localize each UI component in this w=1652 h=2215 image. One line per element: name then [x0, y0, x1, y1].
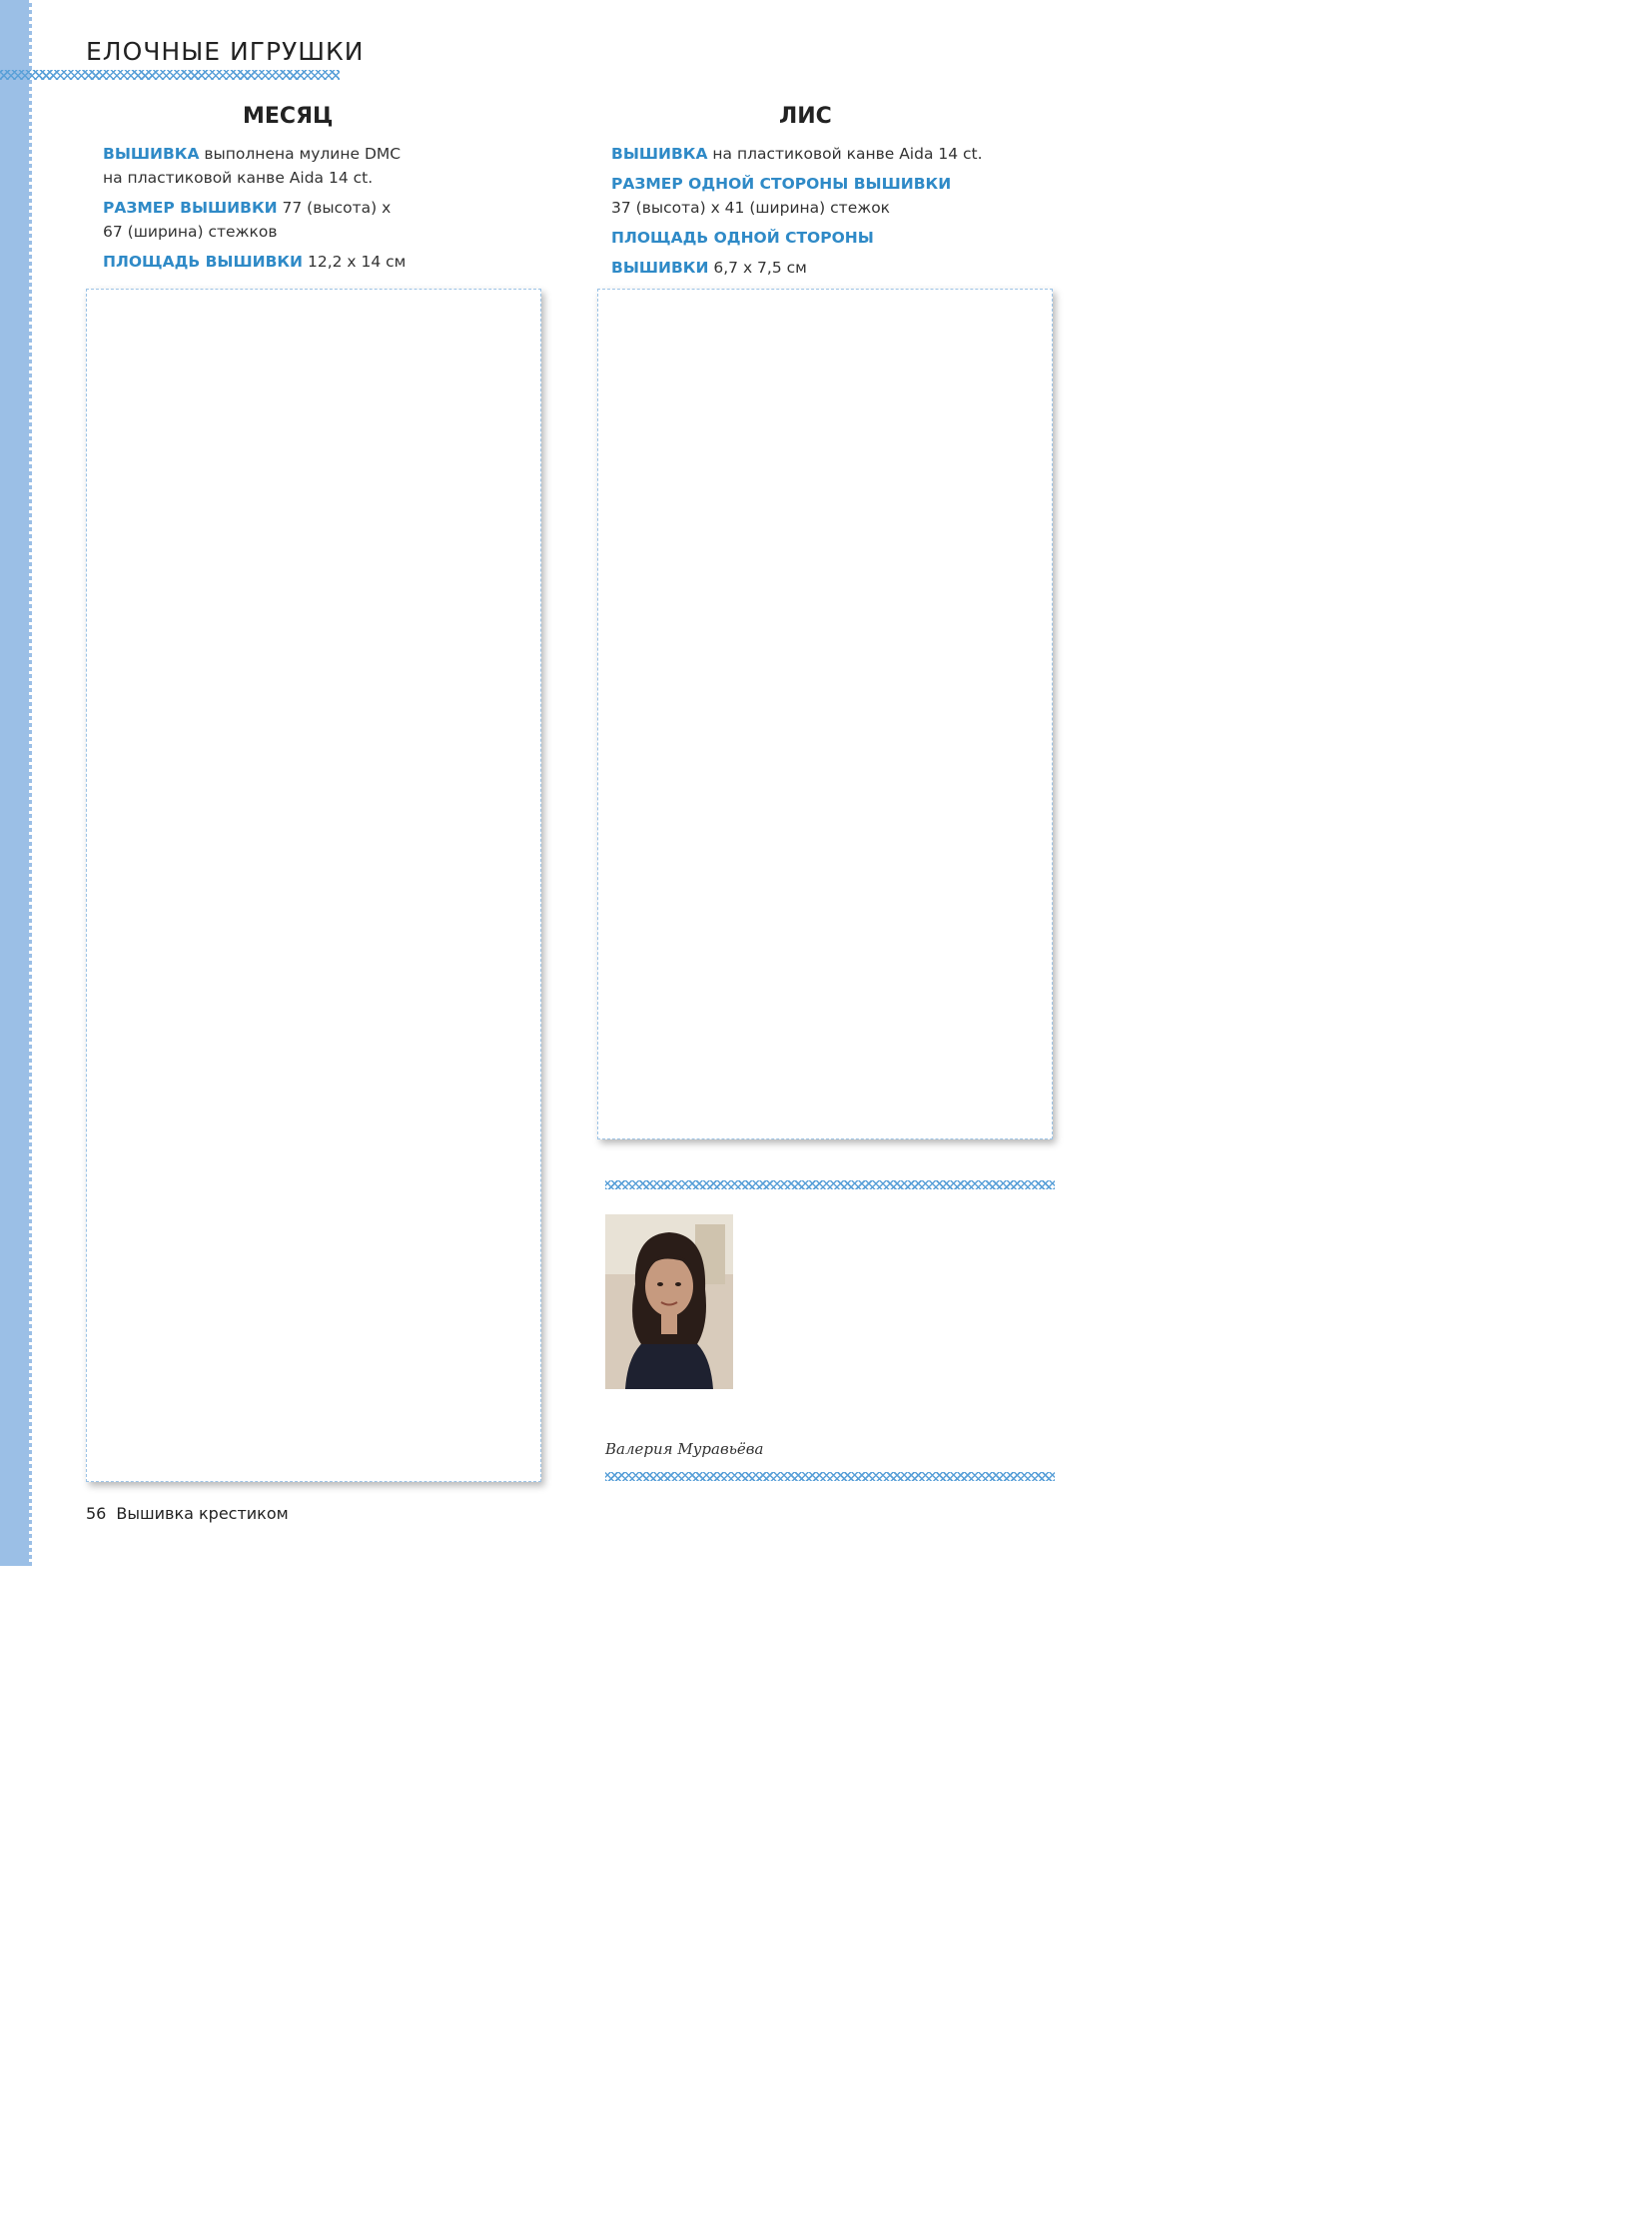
info-item	[611, 172, 1051, 220]
author-photo	[605, 1214, 733, 1389]
info-value: 37 (высота) x 41 (ширина) стежок	[611, 199, 891, 217]
info-label: ВЫШИВКИ	[611, 259, 709, 277]
left-title: МЕСЯЦ	[243, 104, 334, 129]
magazine-name: Вышивка крестиком	[116, 1504, 289, 1523]
info-value: выполнена мулине DMC	[199, 145, 402, 163]
right-key-card	[597, 289, 1053, 1139]
left-edge-strip	[0, 0, 32, 1566]
info-item	[611, 226, 1051, 250]
info-label: ВЫШИВКА	[611, 145, 708, 163]
info-value: 67 (ширина) стежков	[103, 223, 278, 241]
info-value: 6,7 x 7,5 см	[708, 259, 807, 277]
quote-top-border	[605, 1180, 1055, 1189]
quote-bottom-border	[605, 1472, 1055, 1481]
info-value: 77 (высота) x	[277, 199, 392, 217]
info-value: на пластиковой канве Aida 14 ct.	[707, 145, 983, 163]
info-value: 12,2 x 14 см	[303, 253, 407, 271]
right-info	[611, 142, 1051, 286]
info-item	[103, 250, 542, 274]
page-footer	[86, 1504, 289, 1523]
left-key-card	[86, 289, 541, 1482]
info-label: ПЛОЩАДЬ ОДНОЙ СТОРОНЫ	[611, 229, 874, 247]
info-label: ПЛОЩАДЬ ВЫШИВКИ	[103, 253, 304, 271]
page-title: ЕЛОЧНЫЕ ИГРУШКИ	[86, 37, 365, 66]
info-label: ВЫШИВКА	[103, 145, 200, 163]
info-label: РАЗМЕР ВЫШИВКИ	[103, 199, 278, 217]
left-info	[103, 142, 542, 280]
info-value: на пластиковой канве Aida 14 ct.	[103, 169, 374, 187]
info-item	[103, 142, 542, 190]
page-number: 56	[86, 1504, 107, 1523]
title-border-decoration	[0, 70, 340, 80]
info-item	[611, 256, 1051, 280]
quote-author: Валерия Муравьёва	[605, 1440, 764, 1458]
info-item	[103, 196, 542, 244]
right-title: ЛИС	[779, 104, 832, 129]
info-label: РАЗМЕР ОДНОЙ СТОРОНЫ ВЫШИВКИ	[611, 175, 952, 193]
info-item	[611, 142, 1051, 166]
